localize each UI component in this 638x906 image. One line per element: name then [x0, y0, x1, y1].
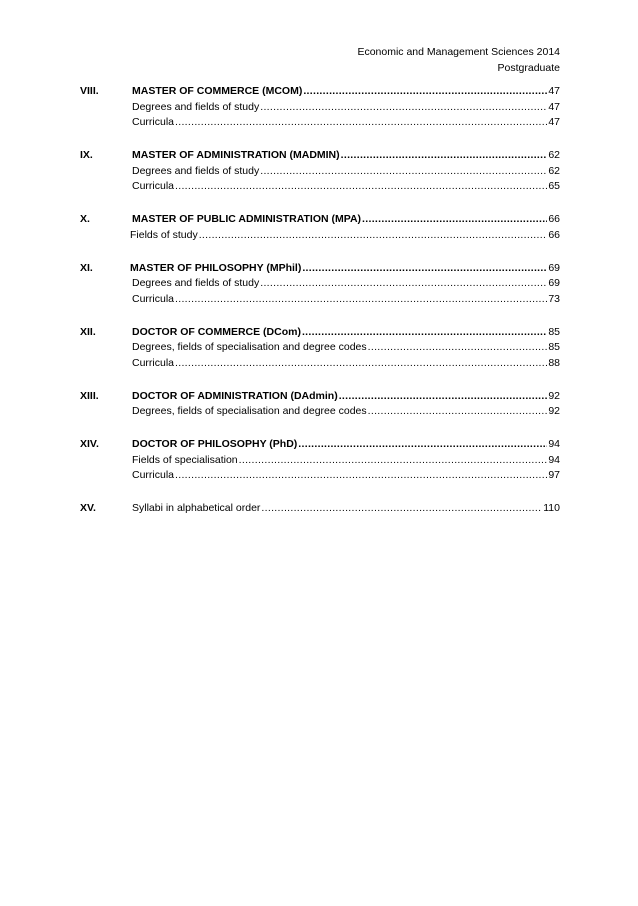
dot-leader [175, 356, 547, 372]
toc-section-xiii [80, 389, 560, 420]
toc-subentry[interactable] [80, 115, 560, 131]
page-number: 66 [548, 213, 560, 225]
toc-entry-phd[interactable] [80, 437, 560, 453]
page-number: 47 [548, 116, 560, 128]
page-number: 62 [548, 164, 560, 177]
toc-subentry[interactable] [80, 453, 560, 469]
dot-leader [175, 179, 547, 195]
section-numeral: XII. [80, 325, 96, 338]
page-number: 94 [548, 453, 560, 466]
subentry-label: Degrees, fields of specialisation and degree codes [132, 341, 367, 353]
subentry-label: Degrees and fields of study [132, 100, 260, 113]
dot-leader [341, 148, 548, 164]
dot-leader [175, 468, 547, 484]
subentry-label: Curricula [132, 180, 175, 192]
toc-section-xiv [80, 437, 560, 484]
dot-leader [368, 404, 548, 420]
toc-entry-madmin[interactable] [80, 148, 560, 164]
dot-leader [298, 437, 547, 453]
page-number: 92 [548, 405, 560, 417]
page-number: 92 [548, 389, 560, 402]
entry-title: MASTER OF PHILOSOPHY (MPhil) [130, 261, 302, 274]
dot-leader [260, 276, 547, 292]
section-numeral: XV. [80, 502, 96, 514]
entry-title: DOCTOR OF COMMERCE (DCom) [132, 325, 301, 338]
toc-section-xi [80, 261, 560, 308]
toc-entry-mcom[interactable] [80, 84, 560, 100]
dot-leader [175, 115, 547, 131]
page-number: 47 [548, 85, 560, 97]
toc-subentry[interactable] [80, 228, 560, 244]
subentry-label: Curricula [132, 116, 175, 128]
toc-subentry[interactable] [80, 404, 560, 420]
toc-section-viii [80, 84, 560, 131]
dot-leader [302, 261, 547, 277]
section-numeral: XI. [80, 261, 93, 274]
page-number: 85 [548, 325, 560, 338]
dot-leader [362, 212, 547, 228]
toc-subentry[interactable] [80, 276, 560, 292]
subentry-label: Fields of study [130, 228, 198, 241]
toc-section-ix [80, 148, 560, 195]
subentry-label: Degrees and fields of study [132, 164, 260, 177]
dot-leader [260, 164, 547, 180]
toc-section-xv [80, 501, 560, 517]
subentry-label: Curricula [132, 292, 175, 305]
page-number: 110 [543, 502, 560, 514]
header-title: Economic and Management Sciences 2014 [357, 46, 560, 58]
toc-subentry[interactable] [80, 356, 560, 372]
page-number: 88 [548, 356, 560, 369]
entry-title: MASTER OF COMMERCE (MCOM) [132, 85, 303, 97]
dot-leader [261, 501, 542, 517]
page-number: 66 [548, 228, 560, 241]
toc-subentry[interactable] [80, 164, 560, 180]
page-number: 85 [548, 341, 560, 353]
page-number: 65 [548, 180, 560, 192]
entry-title: MASTER OF ADMINISTRATION (MADMIN) [132, 149, 340, 161]
entry-title: DOCTOR OF PHILOSOPHY (PhD) [132, 438, 298, 450]
dot-leader [239, 453, 548, 469]
dot-leader [303, 84, 547, 100]
dot-leader [302, 325, 547, 341]
dot-leader [175, 292, 547, 308]
toc-subentry[interactable] [80, 292, 560, 308]
toc-section-xii [80, 325, 560, 372]
section-numeral: XIV. [80, 438, 99, 450]
dot-leader [199, 228, 548, 244]
entry-title: Syllabi in alphabetical order [132, 502, 261, 514]
toc-section-x [80, 212, 560, 243]
page-number: 97 [548, 469, 560, 481]
page-header [357, 44, 560, 76]
subentry-label: Curricula [132, 469, 175, 481]
subentry-label: Curricula [132, 356, 175, 369]
section-numeral: VIII. [80, 85, 99, 97]
dot-leader [368, 340, 548, 356]
toc-subentry[interactable] [80, 100, 560, 116]
entry-title: DOCTOR OF ADMINISTRATION (DAdmin) [132, 389, 338, 402]
entry-title: MASTER OF PUBLIC ADMINISTRATION (MPA) [132, 213, 362, 225]
toc-entry-syllabi[interactable] [80, 501, 560, 517]
toc-subentry[interactable] [80, 468, 560, 484]
section-numeral: XIII. [80, 389, 99, 402]
page-number: 69 [548, 261, 560, 274]
toc-entry-mphil[interactable] [80, 261, 560, 277]
toc-subentry[interactable] [80, 340, 560, 356]
section-numeral: X. [80, 213, 90, 225]
dot-leader [260, 100, 547, 116]
toc-subentry[interactable] [80, 179, 560, 195]
header-subtitle: Postgraduate [497, 62, 560, 74]
toc-entry-dadmin[interactable] [80, 389, 560, 405]
page-number: 73 [548, 292, 560, 305]
toc-entry-mpa[interactable] [80, 212, 560, 228]
subentry-label: Degrees and fields of study [132, 277, 260, 289]
page-number: 62 [548, 149, 560, 161]
toc-entry-dcom[interactable] [80, 325, 560, 341]
dot-leader [339, 389, 548, 405]
section-numeral: IX. [80, 149, 93, 161]
table-of-contents [80, 84, 560, 534]
subentry-label: Fields of specialisation [132, 453, 238, 466]
page-number: 47 [548, 100, 560, 113]
page-number: 94 [548, 438, 560, 450]
page-number: 69 [548, 277, 560, 289]
subentry-label: Degrees, fields of specialisation and degree codes [132, 405, 367, 417]
